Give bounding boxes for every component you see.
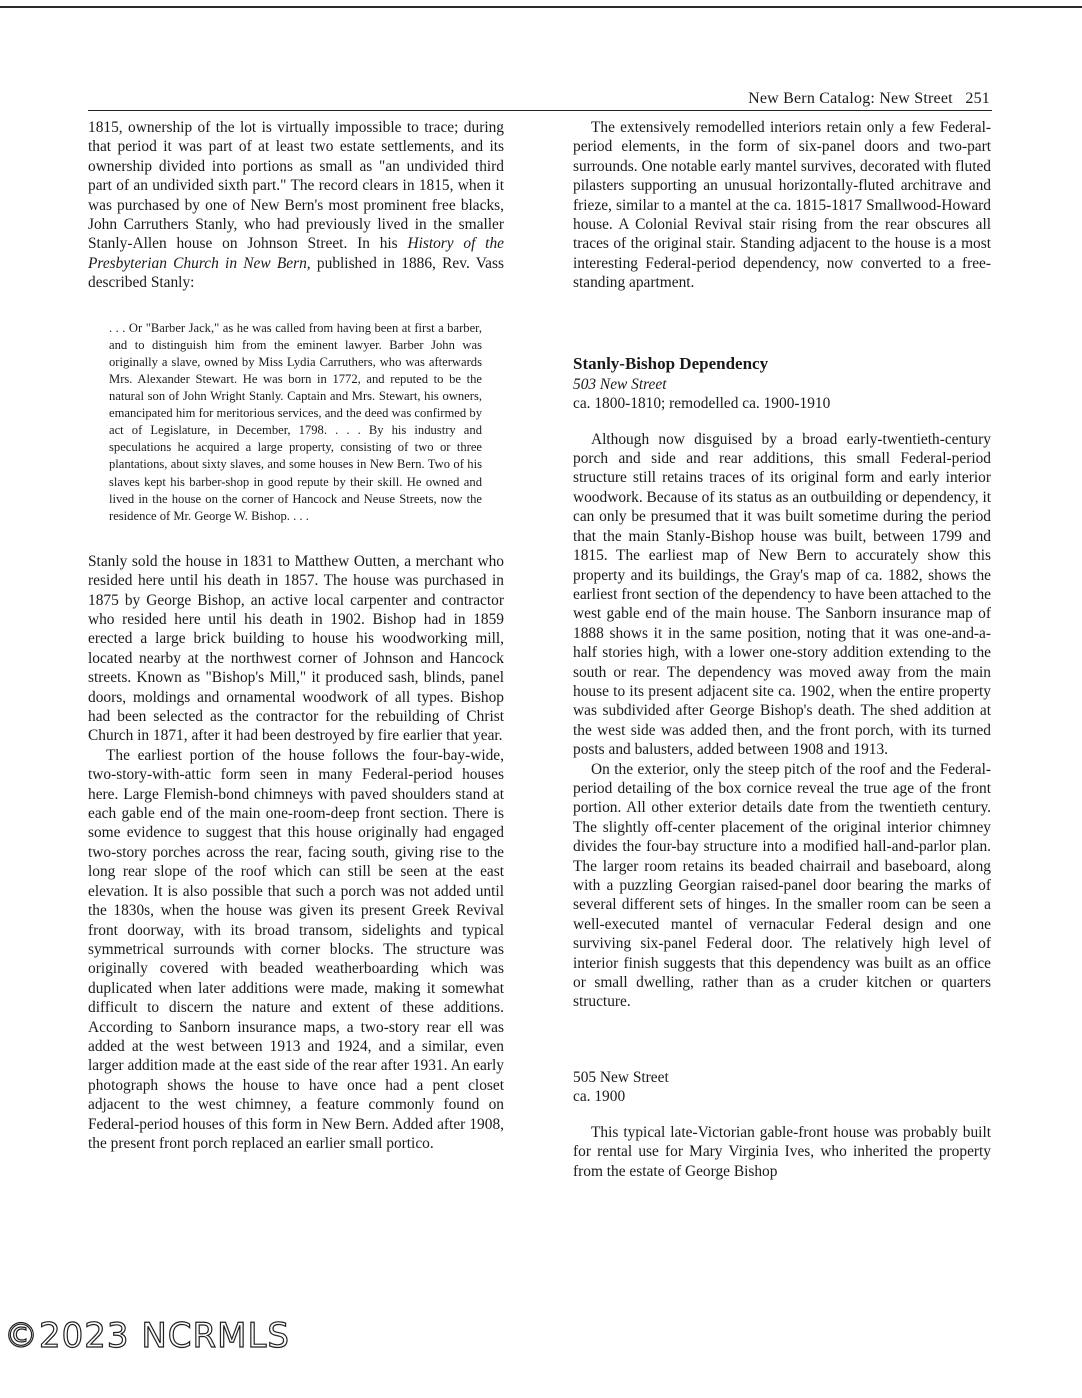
left-paragraph-2: Stanly sold the house in 1831 to Matthew Outten, a merchant who resided here until his death in 1857. The house was purchased in 1875 by George Bishop, an active local carpenter and contractor who resided here until his death in 1902. Bishop had in 1859 erected a large brick building to house his woodworking mill, located nearby at the northwest corner of Johnson and Hancock streets. Known as "Bishop's Mill," it produced sash, blinds, panel doors, moldings and ornamental woodwork of all types. Bishop had been selected as the contractor for the rebuilding of Christ Church in 1871, after it had been destroyed by fire earlier that year.: [88, 552, 504, 745]
entry-date-505: ca. 1900: [573, 1087, 626, 1105]
left-p1-text: 1815, ownership of the lot is virtually impossible to trace; during that period it was part of at least two estate settlements, and its ownership divided into portions as small as "an undivided third part of an undivided sixth part." The record clears in 1815, when it was purchased by one of New Bern's most prominent free blacks, John Carruthers Stanly, who had previously lived in the smaller Stanly-Allen house on Johnson Street. In his: [88, 119, 504, 253]
top-border-rule: [0, 6, 1082, 8]
copyright-watermark: ©2023 NCRMLS: [4, 1316, 290, 1356]
left-paragraph-3: The earliest portion of the house follows the four-bay-wide, two-story-with-attic form seen in many Federal-period houses here. Large Flemish-bond chimneys with paved shoulders stand at each gable end of the main one-room-deep front section. There is some evidence to suggest that this house originally had engaged two-story porches across the rear, facing south, giving rise to the long rear slope of the roof which can still be seen at the east elevation. It is also possible that such a porch was not added until the 1830s, when the house was given its present Greek Revival front doorway, with its broad transom, sidelights and typical symmetrical surrounds with corner blocks. The structure was originally covered with beaded weatherboarding which was duplicated when later additions were made, making it somewhat difficult to discern the nature and extent of these additions. According to Sanborn insurance maps, a two-story rear ell was added at the west between 1913 and 1924, and a similar, even larger addition made at the east side of the rear after 1931. An early photograph shows the house to have once had a pent closet adjacent to the west chimney, a feature commonly found on Federal-period houses of this form in New Bern. Added after 1908, the present front porch replaced an earlier small portico.: [88, 746, 504, 1152]
dependency-paragraph-1: Although now disguised by a broad early-twentieth-century porch and side and rear additions, this small Federal-period structure still retains traces of its original form and early interior woodwork. Because of its status as an outbuilding or dependency, it can only be presumed that it was built sometime during the period that the main Stanly-Bishop house was built, between 1799 and 1815. The earliest map of New Bern to accurately show this property and its buildings, the Gray's map of ca. 1882, shows the earliest front section of the dependency to have been attached to the west gable end of the main house. The Sanborn insurance map of 1888 shows it in the same position, noting that it was one-and-a-half stories high, with a lower one-story addition extending to the south or rear. The dependency was moved away from the main house to its present adjacent site ca. 1902, when the entire property was subdivided after George Bishop's death. The shed addition at the west side was added then, and the front porch, with its turned posts and balusters, added between 1908 and 1913.: [573, 430, 991, 759]
left-column: [88, 118, 504, 1153]
right-paragraph-1: The extensively remodelled interiors retain only a few Federal-period elements, in the form of six-panel doors and two-part surrounds. One notable early mantel survives, decorated with fluted pilasters supporting an unusual horizontally-fluted architrave and frieze, similar to a mantel at the ca. 1815-1817 Smallwood-Howard house. A Colonial Revival stair rising from the rear obscures all traces of the original stair. Standing adjacent to the house is a most interesting Federal-period dependency, now converted to a free-standing apartment.: [573, 119, 991, 292]
left-paragraph-1: [88, 118, 504, 293]
running-head-title: New Bern Catalog: New Street: [748, 90, 953, 107]
book-title: History of the Presbyterian Church in New Bern,: [88, 235, 504, 272]
entry-address: 503 New Street: [573, 375, 667, 393]
left-p1-end: published in 1886, Rev. Vass described Stanly:: [88, 254, 504, 292]
entry-title-505-new-street: 505 New Street: [573, 1068, 669, 1086]
header-rule: [88, 110, 992, 111]
running-header: [748, 90, 990, 108]
entry-date: ca. 1800-1810; remodelled ca. 1900-1910: [573, 394, 831, 412]
entry-title-stanly-bishop-dependency: Stanly-Bishop Dependency: [573, 353, 769, 373]
block-quote: [109, 320, 482, 525]
page-number: 251: [965, 90, 990, 107]
quote-text: . . . Or "Barber Jack," as he was called from having been at first a barber, and to distinguish him from the eminent lawyer. Barber John was originally a slave, owned by Miss Lydia Carruthers, who was afterwards Mrs. Alexander Stewart. He was born in 1772, and reputed to be the natural son of John Wright Stanly. Captain and Mrs. Stewart, his owners, emancipated him for meritorious services, and the deed was confirmed by act of Legislature, in December, 1798. . . . By his industry and speculations he acquired a large property, consisting of two or three plantations, about sixty slaves, and some houses in New Bern. Two of his slaves kept his barber-shop in good repute by their skill. He owned and lived in the house on the corner of Hancock and Neuse Streets, now the residence of Mr. George W. Bishop. . . .: [109, 320, 482, 523]
dependency-paragraph-2: On the exterior, only the steep pitch of the roof and the Federal-period detailing of the box cornice reveal the true age of the front portion. All other exterior details date from the twentieth century. The slightly off-center placement of the original interior chimney divides the four-bay structure into a modified hall-and-parlor plan. The larger room retains its beaded chairrail and baseboard, along with a puzzling Georgian raised-panel door bearing the marks of several different sets of hinges. In the smaller room can be seen a well-executed mantel of vernacular Federal design and one surviving six-panel Federal door. The relatively high level of interior finish suggests that this dependency was built as an office or small dwelling, rather than as a cruder kitchen or quarters structure.: [573, 760, 991, 1011]
house-505-paragraph-1: This typical late-Victorian gable-front house was probably built for rental use for Mary Virginia Ives, who inherited the property from the estate of George Bishop: [573, 1123, 991, 1180]
right-column: [573, 118, 991, 1181]
